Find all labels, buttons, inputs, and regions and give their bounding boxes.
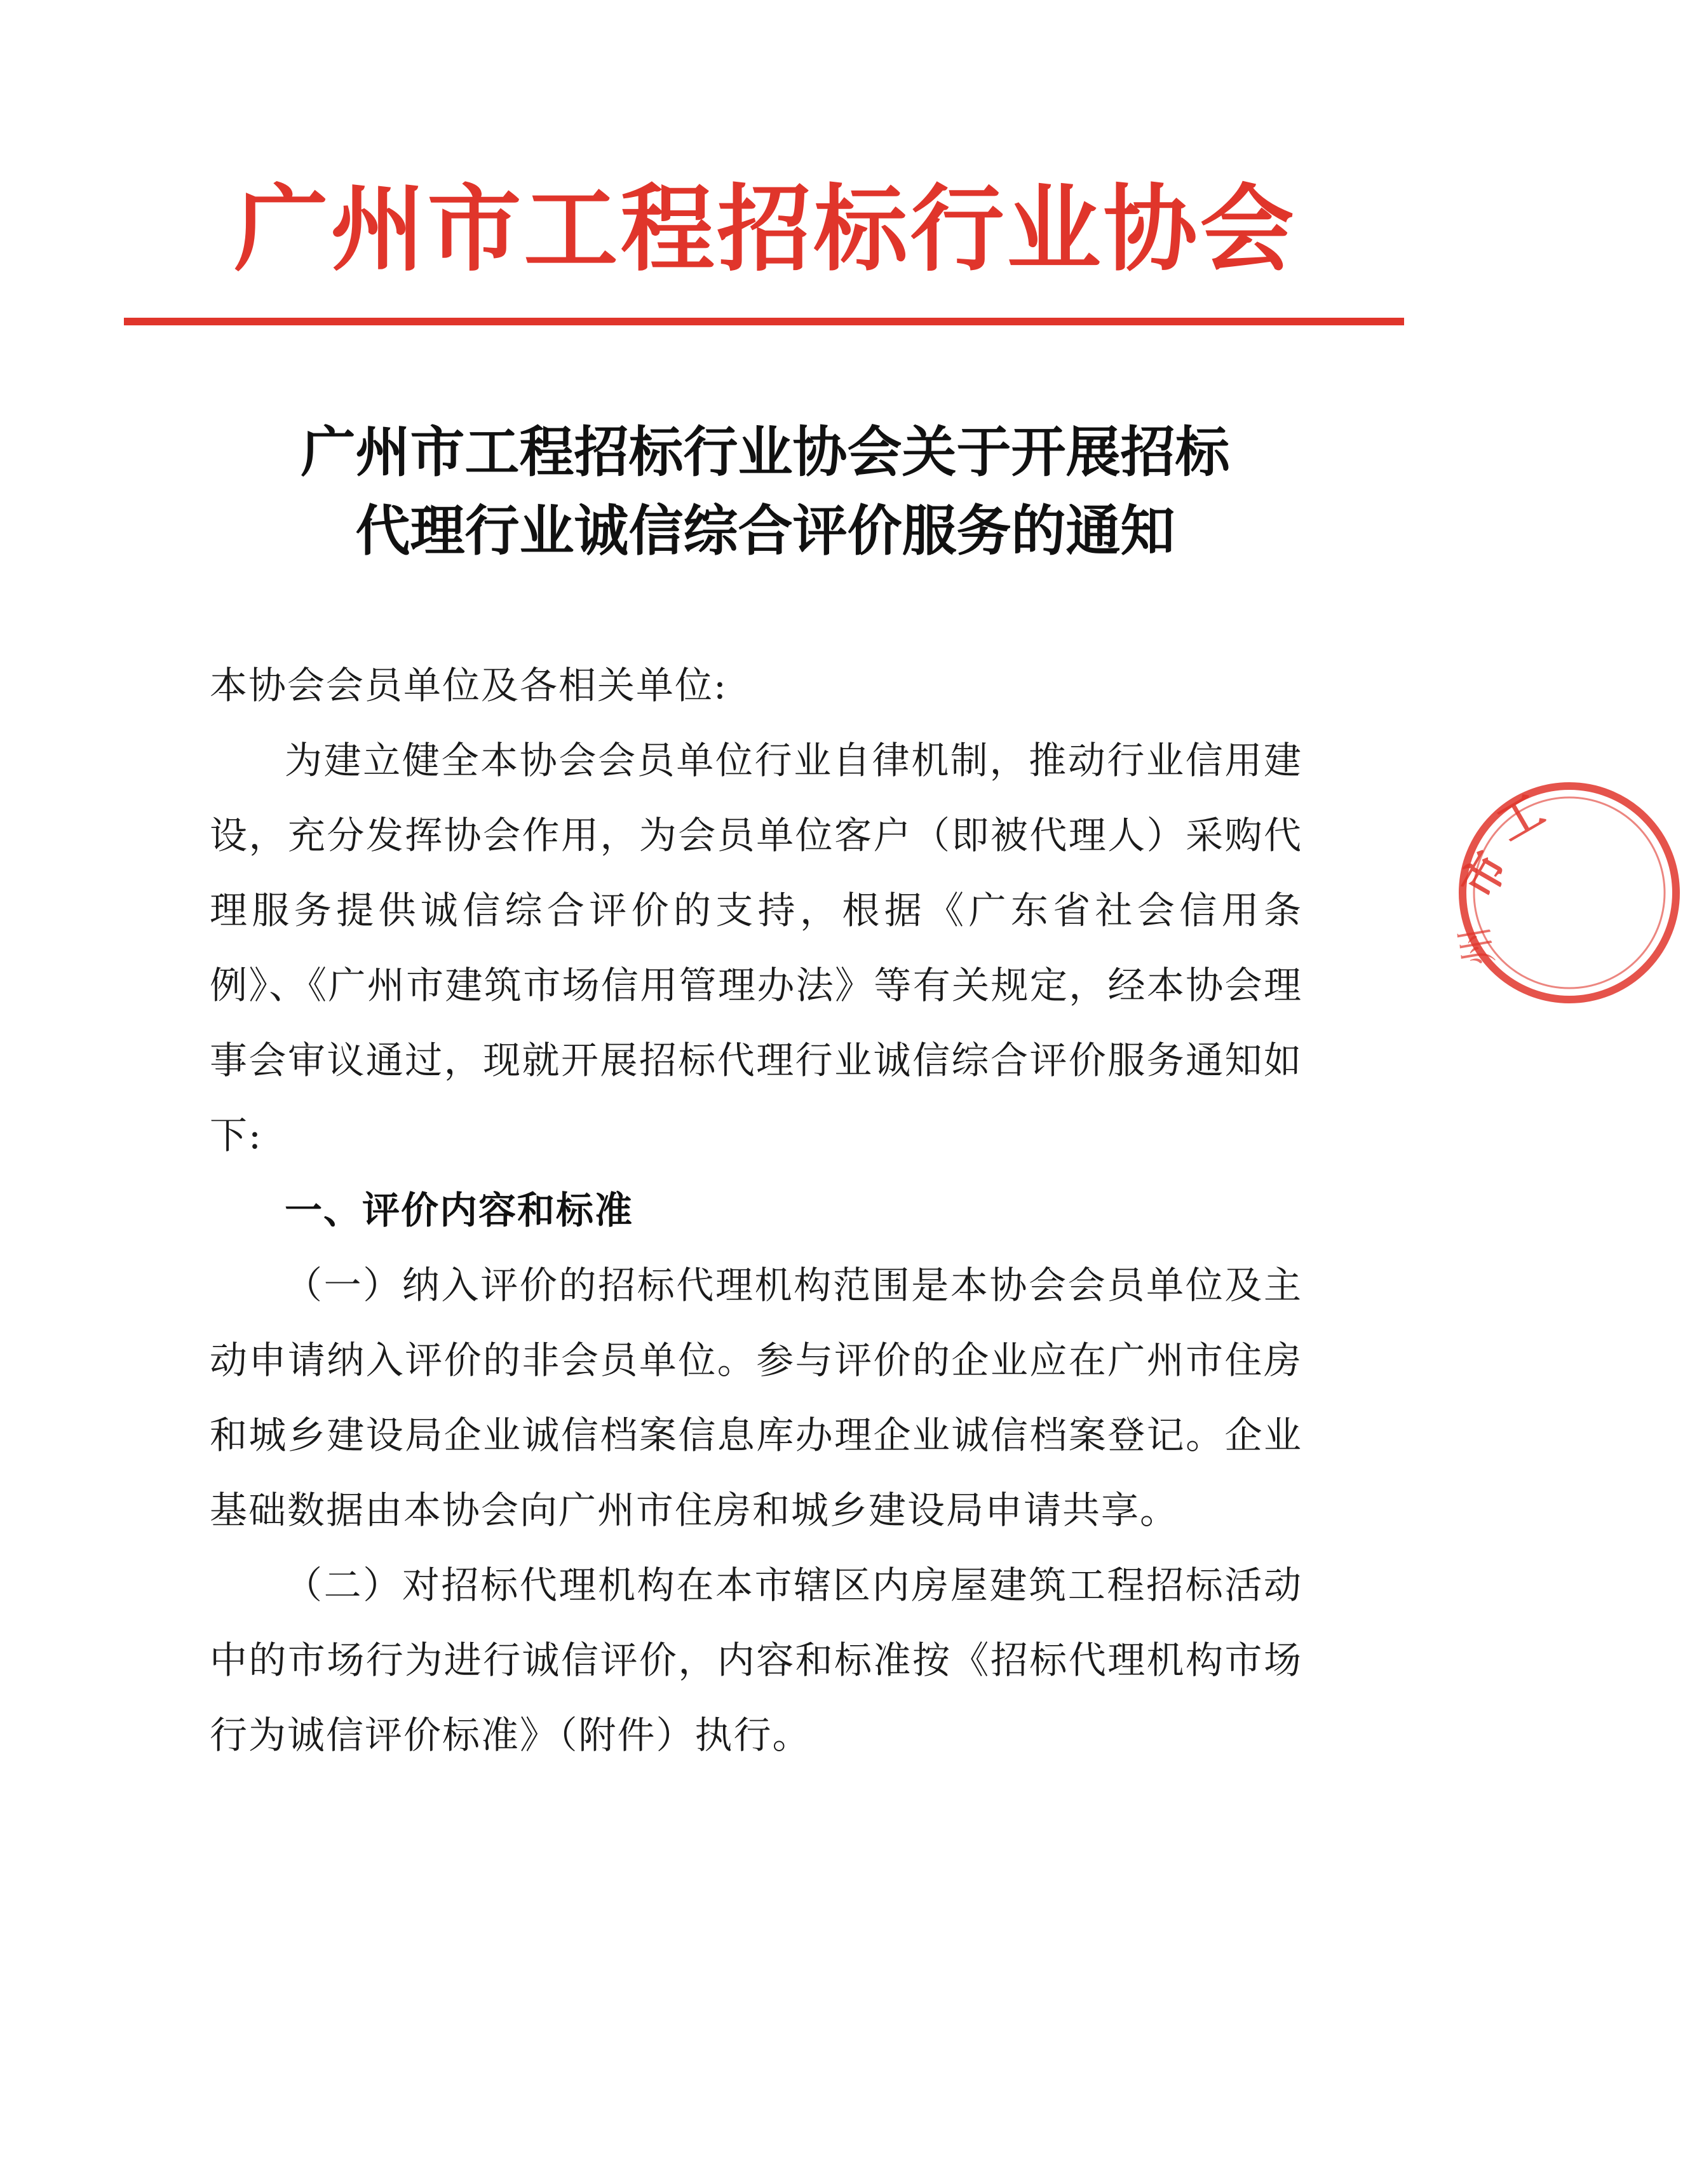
- document-body: [210, 648, 1302, 1773]
- salutation: 本协会会员单位及各相关单位:: [210, 663, 727, 707]
- intro-paragraph: 为建立健全本协会会员单位行业自律机制，推动行业信用建设，充分发挥协会作用，为会员单位客户（即被代理人）采购代理服务提供诚信综合评价的支持，根据《广东省社会信用条例》、《广州市建筑市场信用管理办法》等有关规定，经本协会理事会审议通过，现就开展招标代理行业诚信综合评价服务通知如下:: [210, 738, 1302, 1157]
- letterhead-red-rule: [124, 318, 1404, 325]
- svg-text:市: 市: [1450, 843, 1518, 908]
- svg-text:州: 州: [1452, 923, 1503, 969]
- svg-text:工: 工: [1488, 783, 1553, 851]
- document-title: [0, 413, 1531, 571]
- paragraph-item-2: （二）对招标代理机构在本市辖区内房屋建筑工程招标活动中的市场行为进行诚信评价，内容和标准按《招标代理机构市场行为诚信评价标准》（附件）执行。: [210, 1563, 1302, 1757]
- section-heading-evaluation-content: 一、评价内容和标准: [285, 1188, 634, 1232]
- document-title-line-1: 广州市工程招标行业协会关于开展招标: [301, 420, 1230, 484]
- paragraph-item-1: （一）纳入评价的招标代理机构范围是本协会会员单位及主动申请纳入评价的非会员单位。参与评价的企业应在广州市住房和城乡建设局企业诚信档案信息库办理企业诚信档案登记。企业基础数据由本协会向广州市住房和城乡建设局申请共享。: [210, 1263, 1302, 1532]
- document-title-line-2: 代理行业诚信综合评价服务的通知: [355, 499, 1175, 563]
- official-seal-stamp: [1449, 772, 1690, 1014]
- letterhead-organization-name: 广州市工程招标行业协会: [234, 173, 1297, 284]
